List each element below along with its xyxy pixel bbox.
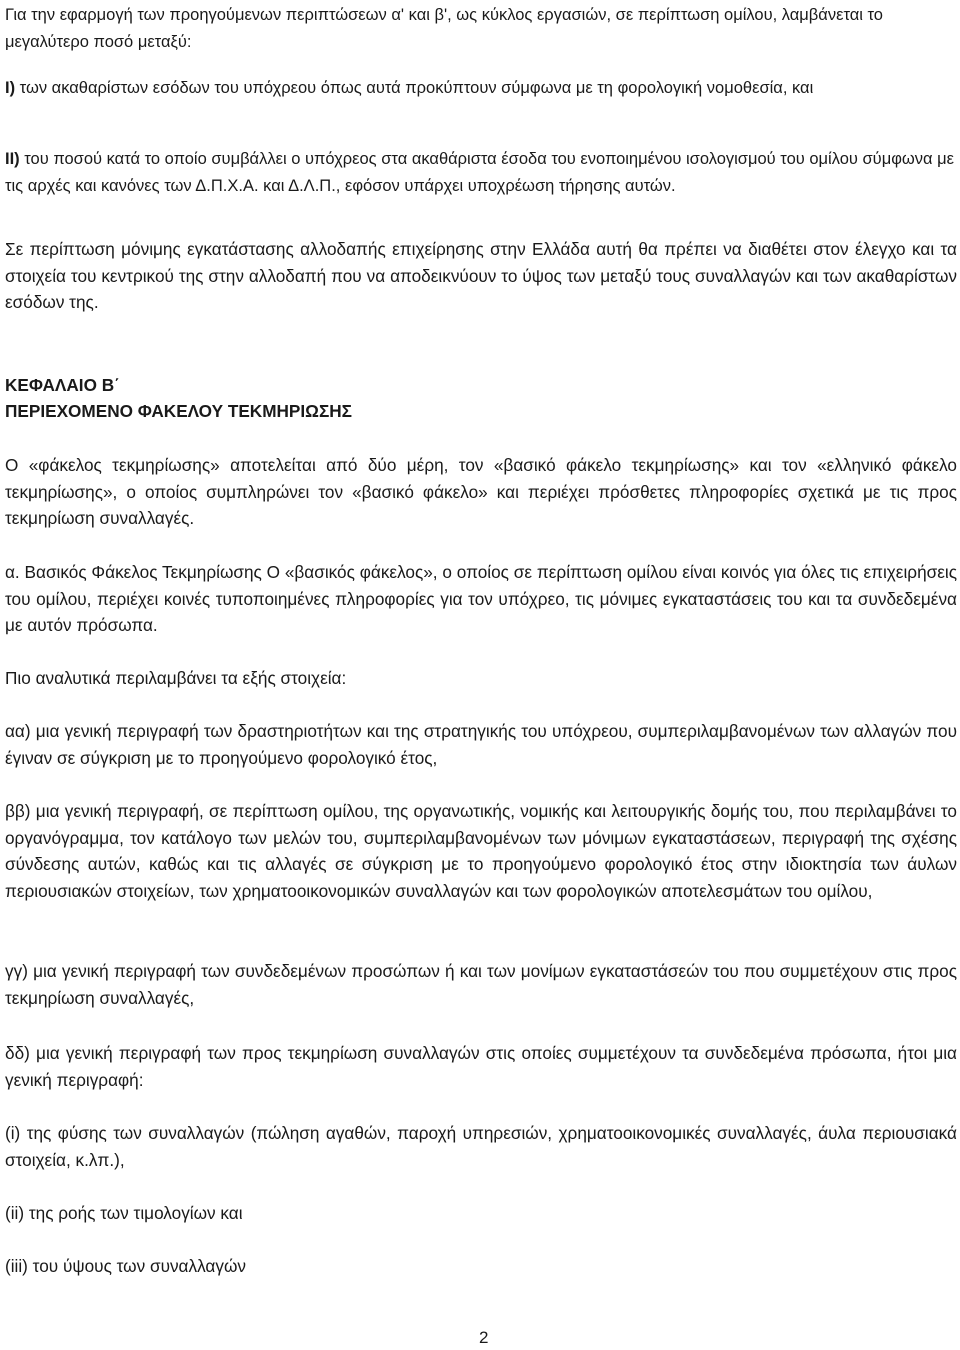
master-file-paragraph: α. Βασικός Φάκελος Τεκμηρίωσης Ο «βασικός φάκελος», ο οποίος σε περίπτωση ομίλου είναι κοινός για όλες τις επιχειρήσεις του ομίλου, περιέχει κοινές τυποποιημένες πληροφορίες για τον υπόχρεο, τις μόνιμες εγκαταστάσεις του και τα συνδεδεμένα με αυτόν πρόσωπα. [5,562,957,636]
sub-item-iii: (iii) του ύψους των συναλλαγών [5,1256,246,1276]
folder-intro-paragraph: Ο «φάκελος τεκμηρίωσης» αποτελείται από δύο μέρη, τον «βασικό φάκελο τεκμηρίωσης» και τον «ελληνικό φάκελο τεκμηρίωσης», ο οποίος συμπληρώνει τον «βασικό φάκελο» και περιέχει πρόσθετες πληροφορίες σχετικά με τις προς τεκμηρίωση συναλλαγές. [5,455,957,529]
item-gg: γγ) μια γενική περιγραφή των συνδεδεμένων προσώπων ή και των μονίμων εγκαταστάσεών του που συμμετέχουν στις προς τεκμηρίωση συναλλαγές, [5,961,957,1008]
item-ii-text: του ποσού κατά το οποίο συμβάλλει ο υπόχρεος στα ακαθάριστα έσοδα του ενοποιημένου ισολογισμού του ομίλου σύμφωνα με τις αρχές και κανόνες των Δ.Π.Χ.Α. και Δ.Λ.Π., εφόσον υπάρχει υποχρέωση τήρησης αυτών. [5,150,955,195]
item-dd: δδ) μια γενική περιγραφή των προς τεκμηρίωση συναλλαγών στις οποίες συμμετέχουν τα συνδεδεμένα πρόσωπα, ήτοι μια γενική περιγραφή: [5,1043,957,1090]
details-intro: Πιο αναλυτικά περιλαμβάνει τα εξής στοιχεία: [5,668,347,688]
item-i-text: των ακαθαρίστων εσόδων του υπόχρεου όπως αυτά προκύπτουν σύμφωνα με τη φορολογική νομοθεσία, και [15,79,814,97]
intro-paragraph: Για την εφαρμογή των προηγούμενων περιπτώσεων α' και β', ως κύκλος εργασιών, σε περίπτωση ομίλου, λαμβάνεται το μεγαλύτερο ποσό μεταξύ: [5,6,883,51]
document-page [5,0,957,1348]
item-ii-marker: ΙΙ) [5,150,20,168]
sub-item-ii: (ii) της ροής των τιμολογίων και [5,1203,243,1223]
item-aa: αα) μια γενική περιγραφή των δραστηριοτήτων και της στρατηγικής του υπόχρεου, συμπεριλαμβανομένων των αλλαγών που έγιναν σε σύγκριση με το προηγούμενο φορολογικό έτος, [5,721,957,768]
chapter-title: ΠΕΡΙΕΧΟΜΕΝΟ ΦΑΚΕΛΟΥ ΤΕΚΜΗΡΙΩΣΗΣ [5,401,352,421]
item-bb: ββ) μια γενική περιγραφή, σε περίπτωση ομίλου, της οργανωτικής, νομικής και λειτουργικής δομής του, που περιλαμβάνει το οργανόγραμμα, τον κατάλογο των μελών του, συμπεριλαμβανομένων των μόνιμων εγκαταστάσεων, περιγραφή της σχέσης σύνδεσης αυτών, καθώς και τις αλλαγές σε σύγκριση με το προηγούμενο φορολογικό έτος στην ιδιοκτησία των άυλων περιουσιακών στοιχείων, των χρηματοοικονομικών συναλλαγών και των φορολογικών αποτελεσμάτων του ομίλου, [5,801,957,902]
item-ii-paragraph [5,146,957,200]
page-number: 2 [479,1328,489,1347]
sub-item-i: (i) της φύσης των συναλλαγών (πώληση αγαθών, παροχή υπηρεσιών, χρηματοοικονομικές συναλλαγές, άυλα περιουσιακά στοιχεία, κ.λπ.), [5,1123,957,1170]
chapter-label: ΚΕΦΑΛΑΙΟ Β΄ [5,375,120,395]
item-i-paragraph [5,75,957,102]
item-i-marker: Ι) [5,79,16,97]
foreign-establishment-paragraph: Σε περίπτωση μόνιμης εγκατάστασης αλλοδαπής επιχείρησης στην Ελλάδα αυτή θα πρέπει να διαθέτει στον έλεγχο και τα στοιχεία του κεντρικού της στην αλλοδαπή που να αποδεικνύουν το ύψος των μεταξύ τους συναλλαγών και των ακαθαρίστων εσόδων της. [5,239,957,313]
